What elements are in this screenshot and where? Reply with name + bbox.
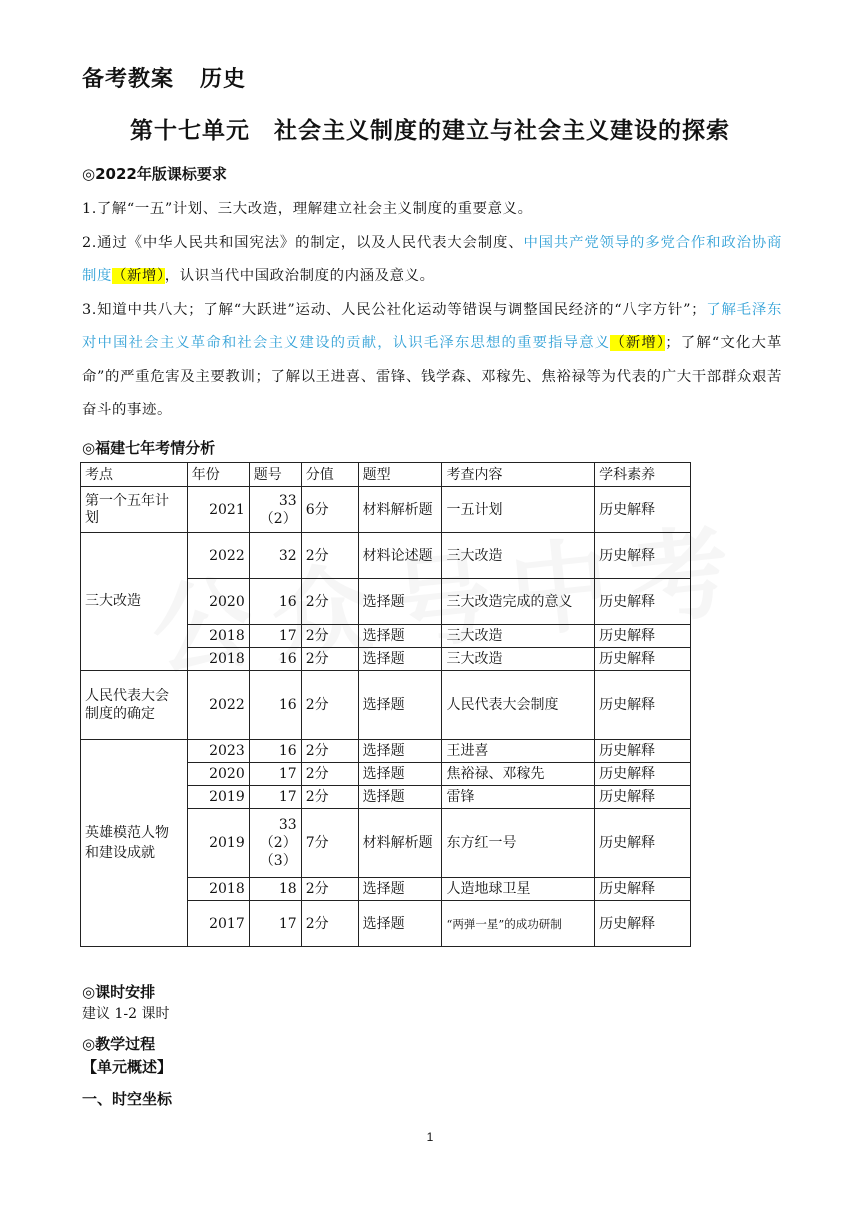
literacy-cell: 历史解释 xyxy=(595,625,691,648)
literacy-cell: 历史解释 xyxy=(595,671,691,740)
score-cell: 2分 xyxy=(301,648,358,671)
literacy-cell: 历史解释 xyxy=(595,763,691,786)
question-number-cell: 17 xyxy=(249,786,301,809)
new-tag: （新增） xyxy=(610,335,666,351)
year-cell: 2019 xyxy=(187,809,249,878)
score-cell: 7分 xyxy=(301,809,358,878)
score-cell: 2分 xyxy=(301,901,358,947)
table-row xyxy=(81,671,691,740)
question-number-cell: 16 xyxy=(249,579,301,625)
question-type-cell: 材料解析题 xyxy=(358,487,442,533)
year-cell: 2022 xyxy=(187,671,249,740)
col-header: 题型 xyxy=(358,463,442,487)
curriculum-requirements xyxy=(82,193,782,428)
literacy-cell: 历史解释 xyxy=(595,487,691,533)
col-header: 分值 xyxy=(301,463,358,487)
col-header: 题号 xyxy=(249,463,301,487)
question-type-cell: 材料论述题 xyxy=(358,533,442,579)
score-cell: 2分 xyxy=(301,579,358,625)
new-content-highlight: 中国共产党领导的多党合作和政治协商制度 xyxy=(82,234,783,284)
literacy-cell: 历史解释 xyxy=(595,878,691,901)
question-number-cell: 33（2）（3） xyxy=(249,809,301,878)
bullet-circle-icon: ◎ xyxy=(82,165,96,183)
content-cell: 人造地球卫星 xyxy=(442,878,595,901)
year-cell: 2019 xyxy=(187,786,249,809)
schedule-text: 建议 1-2 课时 xyxy=(82,1006,170,1022)
question-number-cell: 17 xyxy=(249,625,301,648)
col-header: 年份 xyxy=(187,463,249,487)
unit-overview-heading: 【单元概述】 xyxy=(82,1058,173,1076)
content-cell: 雷锋 xyxy=(442,786,595,809)
question-type-cell: 选择题 xyxy=(358,740,442,763)
content-cell: 人民代表大会制度 xyxy=(442,671,595,740)
table-header-row xyxy=(81,463,691,487)
new-tag: （新增） xyxy=(111,268,165,284)
col-header: 考查内容 xyxy=(442,463,595,487)
question-type-cell: 选择题 xyxy=(358,671,442,740)
year-cell: 2018 xyxy=(187,648,249,671)
year-cell: 2022 xyxy=(187,533,249,579)
col-header: 学科素养 xyxy=(595,463,691,487)
schedule-heading: ◎课时安排 xyxy=(82,983,156,1001)
question-type-cell: 选择题 xyxy=(358,579,442,625)
literacy-cell: 历史解释 xyxy=(595,809,691,878)
content-cell: 三大改造 xyxy=(442,533,595,579)
topic-cell: 人民代表大会制度的确定 xyxy=(81,671,188,740)
year-cell: 2020 xyxy=(187,763,249,786)
col-header: 考点 xyxy=(81,463,188,487)
content-cell: 三大改造完成的意义 xyxy=(442,579,595,625)
year-cell: 2017 xyxy=(187,901,249,947)
bullet-circle-icon: ◎ xyxy=(82,1035,96,1053)
content-cell: 东方红一号 xyxy=(442,809,595,878)
table-row xyxy=(81,740,691,763)
literacy-cell: 历史解释 xyxy=(595,901,691,947)
score-cell: 2分 xyxy=(301,878,358,901)
question-number-cell: 33（2） xyxy=(249,487,301,533)
exam-analysis-table xyxy=(80,462,691,947)
page-number: 1 xyxy=(426,1130,434,1144)
score-cell: 2分 xyxy=(301,625,358,648)
score-cell: 2分 xyxy=(301,763,358,786)
content-cell: 焦裕禄、邓稼先 xyxy=(442,763,595,786)
question-type-cell: 选择题 xyxy=(358,625,442,648)
header-part1: 备考教案 xyxy=(82,66,175,92)
header-part2: 历史 xyxy=(200,66,247,92)
year-cell: 2023 xyxy=(187,740,249,763)
doc-header xyxy=(82,62,246,93)
requirement-item-2: 2.通过《中华人民共和国宪法》的制定，以及人民代表大会制度、中国共产党领导的多党合作和政治协商制度（新增），认识当代中国政治制度的内涵及意义。 xyxy=(82,234,783,284)
question-number-cell: 32 xyxy=(249,533,301,579)
unit-title: 第十七单元 社会主义制度的建立与社会主义建设的探索 xyxy=(130,117,730,144)
question-number-cell: 17 xyxy=(249,763,301,786)
question-type-cell: 选择题 xyxy=(358,763,442,786)
literacy-cell: 历史解释 xyxy=(595,533,691,579)
literacy-cell: 历史解释 xyxy=(595,648,691,671)
content-cell: 三大改造 xyxy=(442,625,595,648)
score-cell: 2分 xyxy=(301,786,358,809)
requirement-item-1: 1.了解“一五”计划、三大改造，理解建立社会主义制度的重要意义。 xyxy=(82,201,533,217)
question-type-cell: 选择题 xyxy=(358,901,442,947)
score-cell: 6分 xyxy=(301,487,358,533)
question-type-cell: 材料解析题 xyxy=(358,809,442,878)
question-number-cell: 17 xyxy=(249,901,301,947)
question-number-cell: 16 xyxy=(249,648,301,671)
question-number-cell: 16 xyxy=(249,671,301,740)
question-type-cell: 选择题 xyxy=(358,878,442,901)
content-cell: “两弹一星”的成功研制 xyxy=(442,901,595,947)
year-cell: 2018 xyxy=(187,878,249,901)
year-cell: 2020 xyxy=(187,579,249,625)
topic-cell: 第一个五年计划 xyxy=(81,487,188,533)
question-type-cell: 选择题 xyxy=(358,786,442,809)
table-row xyxy=(81,533,691,579)
literacy-cell: 历史解释 xyxy=(595,786,691,809)
literacy-cell: 历史解释 xyxy=(595,579,691,625)
topic-cell: 三大改造 xyxy=(81,533,188,671)
bullet-circle-icon: ◎ xyxy=(82,439,96,457)
process-heading: ◎教学过程 xyxy=(82,1035,156,1053)
score-cell: 2分 xyxy=(301,671,358,740)
content-cell: 王进喜 xyxy=(442,740,595,763)
question-type-cell: 选择题 xyxy=(358,648,442,671)
score-cell: 2分 xyxy=(301,533,358,579)
content-cell: 三大改造 xyxy=(442,648,595,671)
spacetime-heading: 一、时空坐标 xyxy=(82,1090,173,1108)
year-cell: 2021 xyxy=(187,487,249,533)
requirement-item-3: 3.知道中共八大；了解“大跃进”运动、人民公社化运动等错误与调整国民经济的“八字方针”；了解毛泽东对中国社会主义革命和社会主义建设的贡献，认识毛泽东思想的重要指导意义（新增）；了解“文化大革命”的严重危害及主要教训；了解以王进喜、雷锋、钱学森、邓稼先、焦裕禄等为代表的广大干部群众艰苦奋斗的事迹。 xyxy=(82,301,782,418)
question-number-cell: 16 xyxy=(249,740,301,763)
new-content-highlight: 了解毛泽东对中国社会主义革命和社会主义建设的贡献，认识毛泽东思想的重要指导意义 xyxy=(82,301,782,351)
year-cell: 2018 xyxy=(187,625,249,648)
content-cell: 一五计划 xyxy=(442,487,595,533)
question-number-cell: 18 xyxy=(249,878,301,901)
bullet-circle-icon: ◎ xyxy=(82,983,96,1001)
score-cell: 2分 xyxy=(301,740,358,763)
table-row xyxy=(81,487,691,533)
curriculum-heading: ◎2022年版课标要求 xyxy=(82,165,227,183)
exam-analysis-heading: ◎福建七年考情分析 xyxy=(82,439,216,457)
topic-cell: 英雄模范人物和建设成就 xyxy=(81,740,188,947)
literacy-cell: 历史解释 xyxy=(595,740,691,763)
